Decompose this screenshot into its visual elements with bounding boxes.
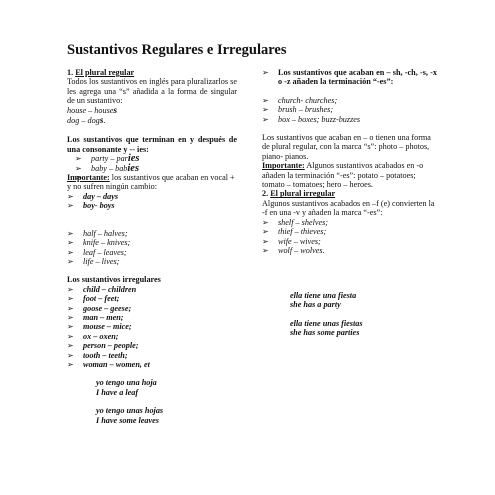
section-2-number: 2. — [262, 189, 269, 199]
list-item: ➢ mouse – mice; — [67, 322, 237, 331]
list-item: ➢ tooth – teeth; — [67, 351, 237, 360]
list-item: ➢ box – boxes; buzz-buzzes — [262, 115, 437, 124]
list-item: ➢ person – people; — [67, 341, 237, 350]
list-item: ➢ half – halves; — [67, 229, 237, 238]
list-item: ➢ goose – geese; — [67, 304, 237, 313]
list-item: ➢ wife – wives; — [262, 237, 437, 246]
example-leaf-block: yo tengo una hoja I have a leaf yo tengo unas hojas I have some leaves — [96, 378, 164, 425]
list-item: ➢ baby – babies — [75, 164, 237, 173]
section-1-heading — [67, 68, 237, 77]
f-ending-list — [67, 229, 237, 267]
list-item: ➢ thief – thieves; — [262, 227, 437, 236]
es-rule-list — [262, 96, 437, 124]
list-item: ➢ boy- boys — [67, 201, 237, 210]
y-rule-text: Los sustantivos que terminan en y después de una consonante y -- ies: — [67, 135, 237, 154]
list-item: ➢ foot – feet; — [67, 294, 237, 303]
list-item: ➢ party – paries — [75, 154, 237, 163]
important-note-o: Importante: Algunos sustantivos acabados en -o añaden la terminación “-es”: potato – potatoes; tomato – tomatoes; hero – heroes. — [262, 161, 424, 190]
list-item: ➢ knife – knives; — [67, 238, 237, 247]
page-title: Sustantivos Regulares e Irregulares — [67, 42, 287, 58]
irregular-list — [67, 285, 237, 370]
y-rule-list — [67, 154, 237, 173]
important-note: Importante: los sustantivos que acaban en vocal + y no sufren ningún cambio: — [67, 173, 235, 192]
example-house: house – houses — [67, 105, 118, 116]
es-rule — [262, 68, 437, 87]
list-item: ➢ shelf – shelves; — [262, 218, 437, 227]
section-1-number: 1. — [67, 68, 74, 77]
list-item: ➢ child – children — [67, 285, 237, 294]
list-item: ➢ ox – oxen; — [67, 332, 237, 341]
section-2-text: Algunos sustantivos acabados en –f (e) convierten la -f en una -v y añaden la marca “-es”: — [262, 198, 435, 218]
example-party-block: ella tiene una fiesta she has a party ella tiene unas fiestas she has some parties — [290, 291, 363, 338]
section-2-heading — [262, 189, 437, 198]
es-rule-heading: ➢ Los sustantivos que acaban en – sh, -ch, -s, -x o -z añaden la terminación “-es”: — [262, 68, 437, 87]
list-item: ➢ brush – brushes; — [262, 105, 437, 114]
example-dog: dog – dogs. — [67, 116, 106, 127]
section-1-title: El plural regular — [75, 68, 135, 77]
list-item: ➢ church- churches; — [262, 96, 437, 105]
f-to-v-list — [262, 218, 437, 256]
list-item: ➢ day – days — [67, 192, 237, 201]
section-2-title: El plural irregular — [270, 189, 336, 199]
right-column — [262, 68, 437, 255]
list-item: ➢ man – men; — [67, 313, 237, 322]
section-1-text: Todos los sustantivos en inglés para pluralizarlos se les agrega una “s” añadida a la forma de singular de un sustantivo: — [67, 77, 237, 106]
list-item: ➢ wolf – wolves. — [262, 246, 437, 255]
list-item: ➢ woman – women, et — [67, 360, 237, 369]
irregular-heading: Los sustantivos irregulares — [67, 275, 161, 285]
left-column — [67, 68, 237, 425]
o-rule-text: Los sustantivos que acaban en – o tienen una forma de plural regular, con la marca “s”: photo – photos, piano- pianos. — [262, 133, 431, 161]
list-item: ➢ leaf – leaves; — [67, 248, 237, 257]
list-item: ➢ life – lives; — [67, 257, 237, 266]
no-change-list — [67, 192, 237, 211]
